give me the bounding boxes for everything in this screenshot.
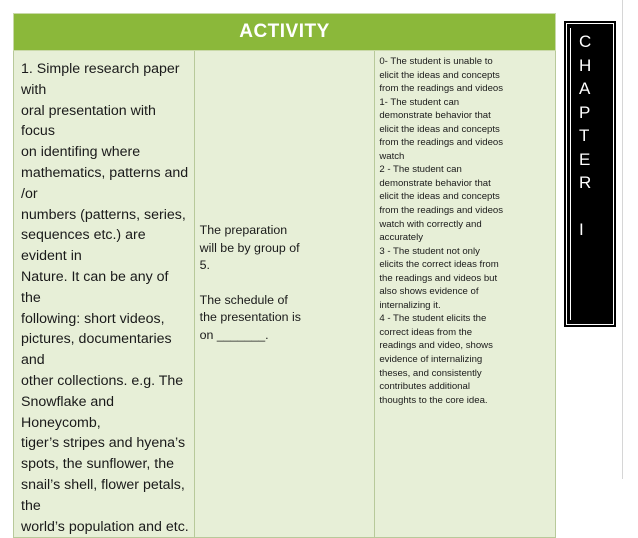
slide-edge-divider [622, 0, 623, 479]
description-text: 1. Simple research paper with oral presentation with focus on identifing where mathematics, patterns and /or numbers (patterns, series, sequences etc.) are evident in Nature. It can be any of the following: short videos, pictures, documentaries and other collections. e.g. The Snowflake and Honeycomb, tiger’s stripes and hyena’s spots, the sunflower, the snail’s shell, flower petals, the world’s population and etc. [21, 61, 189, 535]
rubric-cell [375, 51, 556, 538]
activity-table [13, 13, 556, 538]
preparation-text: The preparation will be by group of 5. The schedule of the presentation is on _______. [199, 223, 301, 342]
table-row [14, 51, 556, 538]
sidebar-divider [570, 28, 571, 320]
rubric-text: 0- The student is unable to elicit the ideas and concepts from the readings and videos 1- The student can demonstrate behavior that elicit the ideas and concepts from the readings and videos watch 2 - The student can demonstrate behavior that elicit the ideas and concepts from the readings and videos watch with correctly and accurately 3 - The student not only elicits the correct ideas from the readings and videos but also shows evidence of internalizing it. 4 - The student elicits the correct ideas from the readings and video, shows evidence of internalizing theses, and consistently contributes additional thoughts to the core idea. [379, 56, 504, 406]
description-cell [14, 51, 195, 538]
activity-header: ACTIVITY [14, 14, 556, 51]
chapter-sidebar [566, 23, 614, 325]
header-row [14, 14, 556, 51]
preparation-cell [194, 51, 375, 538]
chapter-label: C H A P T E R I [579, 32, 592, 239]
